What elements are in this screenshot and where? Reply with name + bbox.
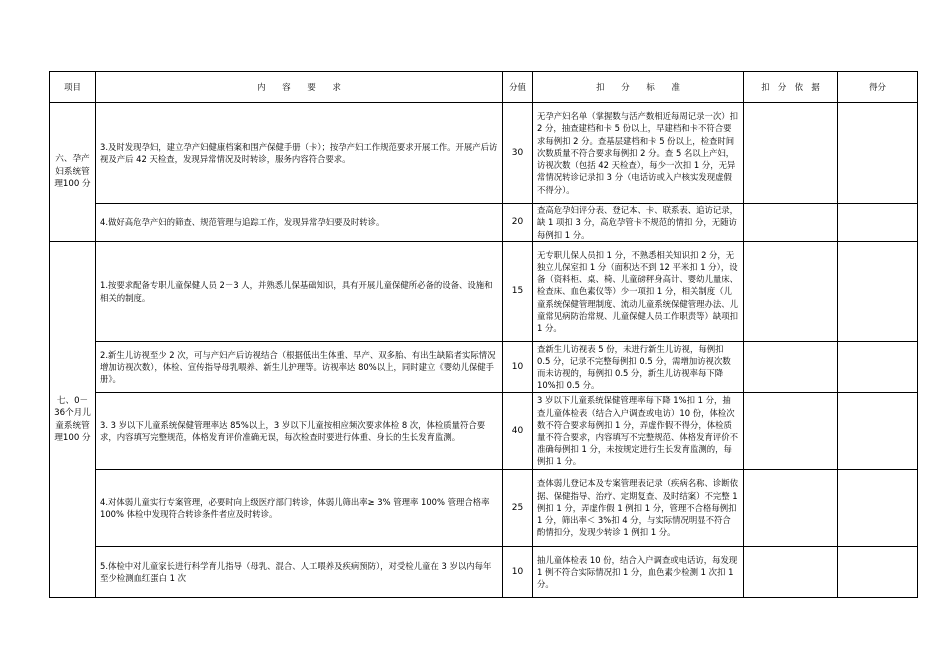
table-row — [50, 103, 918, 204]
table-row — [50, 547, 918, 598]
basis-cell[interactable] — [744, 204, 838, 242]
table-row — [50, 242, 918, 342]
header-item: 项目 — [50, 72, 96, 103]
criteria-cell: 无专职儿保人员扣 1 分，不熟悉相关知识扣 2 分，无独立儿保室扣 1 分（面积达不到 12 平米扣 1 分），设备（资料柜、桌、椅、儿童磅秤身高计、婴幼儿量床、检查床、血色素仪等）少一项扣 1 分，相关制度（儿童系统保健管理制度、流动儿童系统保健管理办法、儿童常见病防治常规、儿童保健人员工作职责等）缺项扣 1 分。 — [533, 242, 744, 342]
table-row — [50, 342, 918, 393]
header-basis: 扣 分 依 据 — [744, 72, 838, 103]
got-cell[interactable] — [838, 470, 918, 547]
table-row — [50, 393, 918, 470]
criteria-cell: 3 岁以下儿童系统保健管理率每下降 1%扣 1 分，抽查儿童体检表（结合入户调查或电访）10 份，体检次数不符合要求每例扣 1 分，弄虚作假不得分，体检质量不符合要求，内容填写不完整规范、体格发育评价不准确每例扣 1 分，未按规定进行生长发育监测的，每例扣 1 分。 — [533, 393, 744, 470]
header-criteria: 扣 分 标 准 — [533, 72, 744, 103]
header-score: 分值 — [503, 72, 533, 103]
header-content: 内 容 要 求 — [96, 72, 503, 103]
table-row — [50, 470, 918, 547]
content-cell: 3. 3 岁以下儿童系统保健管理率达 85%以上，3 岁以下儿童按相应频次要求体检 8 次，体检质量符合要求，内容填写完整规范，体格发育评价准确无误，每次检查时要进行体重、身长的生长发育监测。 — [96, 393, 503, 470]
got-cell[interactable] — [838, 103, 918, 204]
score-cell: 40 — [503, 393, 533, 470]
basis-cell[interactable] — [744, 103, 838, 204]
criteria-cell: 无孕产妇名单（掌握数与活产数相近每周记录一次）扣 2 分，抽查建档和卡 5 份以上，早建档和卡不符合要求每例扣 2 分。查基层建档和卡 5 份以上，检查时间次数质量不符合要求每例扣 2 分。查 5 名以上产妇，访视次数（包括 42 天检查），每少一次扣 1 分，无异常情况转诊记录扣 3 分（电话访或入户核实发现虚假不得分）。 — [533, 103, 744, 204]
got-cell[interactable] — [838, 547, 918, 598]
scoring-table — [49, 71, 918, 598]
basis-cell[interactable] — [744, 547, 838, 598]
basis-cell[interactable] — [744, 393, 838, 470]
content-cell: 2.新生儿访视至少 2 次，可与产妇产后访视结合（根据低出生体重、早产、双多胎、有出生缺陷者实际情况增加访视次数），体检、宣传指导母乳喂养、新生儿护理等。访视率达 80%以上，同时建立《婴幼儿保健手册》。 — [96, 342, 503, 393]
basis-cell[interactable] — [744, 242, 838, 342]
got-cell[interactable] — [838, 204, 918, 242]
table-row — [50, 204, 918, 242]
criteria-cell: 查新生儿访视表 5 份，未进行新生儿访视，每例扣 0.5 分，记录不完整每例扣 0.5 分，需增加访视次数而未访视的，每例扣 0.5 分，新生儿访视率每下降 10%扣 0.5 分。 — [533, 342, 744, 393]
criteria-cell: 抽儿童体检表 10 份，结合入户调查或电话访，每发现 1 例不符合实际情况扣 1 分，血色素少检测 1 次扣 1 分。 — [533, 547, 744, 598]
section-item: 七、0－36个月儿童系统管理100 分 — [50, 242, 96, 598]
criteria-cell: 查高危孕妇评分表、登记本、卡、联系表、追访记录，缺 1 项扣 3 分，高危孕管卡不规范的情扣 分，无随访每例扣 1 分。 — [533, 204, 744, 242]
got-cell[interactable] — [838, 342, 918, 393]
got-cell[interactable] — [838, 393, 918, 470]
content-cell: 4.做好高危孕产妇的筛查、规范管理与追踪工作，发现异常孕妇要及时转诊。 — [96, 204, 503, 242]
header-got: 得分 — [838, 72, 918, 103]
score-cell: 20 — [503, 204, 533, 242]
score-cell: 10 — [503, 342, 533, 393]
section-item: 六、孕产妇系统管理100 分 — [50, 103, 96, 242]
score-cell: 15 — [503, 242, 533, 342]
score-cell: 25 — [503, 470, 533, 547]
content-cell: 5.体检中对儿童家长进行科学育儿指导（母乳、混合、人工喂养及疾病预防），对受检儿童在 3 岁以内每年至少检测血红蛋白 1 次 — [96, 547, 503, 598]
content-cell: 1.按要求配备专职儿童保健人员 2－3 人，并熟悉儿保基础知识，具有开展儿童保健所必备的设备、设施和相关的制度。 — [96, 242, 503, 342]
score-cell: 10 — [503, 547, 533, 598]
score-cell: 30 — [503, 103, 533, 204]
content-cell: 3.及时发现孕妇，建立孕产妇健康档案和围产保健手册（卡）；按孕产妇工作规范要求开展工作。开展产后访视及产后 42 天检查，发现异常情况及时转诊，服务内容符合要求。 — [96, 103, 503, 204]
content-cell: 4.对体弱儿童实行专案管理，必要时向上级医疗部门转诊，体弱儿筛出率≥ 3% 管理率 100% 管理合格率 100% 体检中发现符合转诊条件者应及时转诊。 — [96, 470, 503, 547]
header-row — [50, 72, 918, 103]
criteria-cell: 查体弱儿登记本及专案管理表记录（疾病名称、诊断依据、保健指导、治疗、定期复查、及时结案）不完整 1 例扣 1 分，弄虚作假 1 例扣 1 分，管理不合格每例扣 1 分，筛出率＜ 3%扣 4 分，与实际情况明显不符合酌情扣分，发现少转诊 1 例扣 1 分。 — [533, 470, 744, 547]
basis-cell[interactable] — [744, 342, 838, 393]
got-cell[interactable] — [838, 242, 918, 342]
basis-cell[interactable] — [744, 470, 838, 547]
